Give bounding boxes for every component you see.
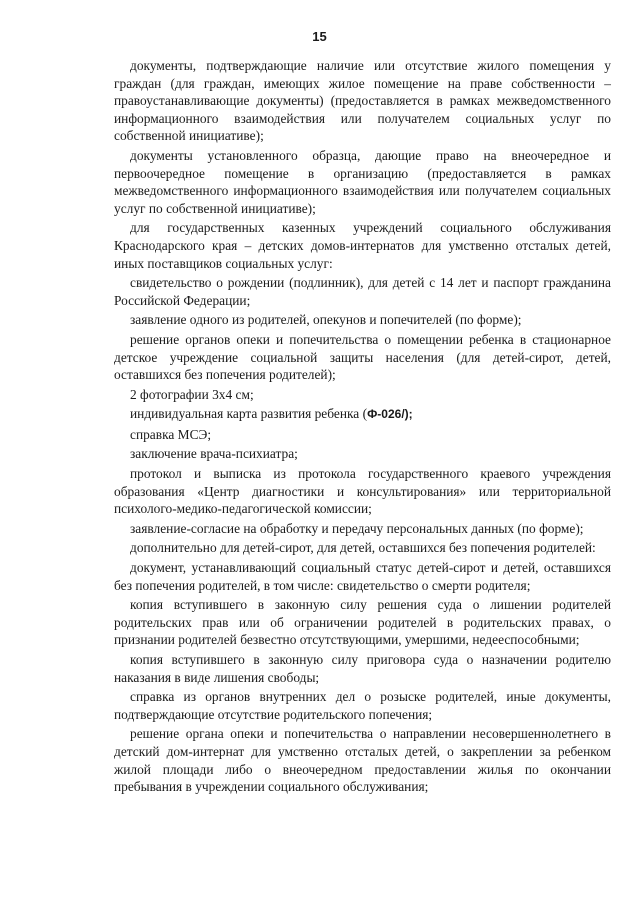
paragraph: 2 фотографии 3х4 см; [130, 386, 254, 402]
paragraph: дополнительно для детей-сирот, для детей, оставшихся без попечения родителей: [130, 540, 596, 556]
paragraph: решение органа опеки и попечительства о направлении несовершеннолетнего в детский дом-интернат для умственно отсталых детей, о закреплении за ребенком жилой площади либо о внеочередном предоставлении жилья по окончании пребывания в учреждении социального обслуживания; [114, 726, 611, 795]
paragraph: документ, устанавливающий социальный статус детей-сирот и детей, оставшихся без попечения родителей, в том числе: свидетельство о смерти родителя; [114, 560, 611, 593]
paragraph: справка из органов внутренних дел о розыске родителей, иные документы, подтверждающие отсутствие родительского попечения; [114, 689, 611, 722]
paragraph: документы установленного образца, дающие право на внеочередное и первоочередное помещение в организацию (предоставляется в рамках межведомственного информационного взаимодействия или получателем социальных услуг по собственной инициативе); [114, 147, 611, 216]
paragraph: документы, подтверждающие наличие или отсутствие жилого помещения у граждан (для граждан, имеющих жилое помещение на праве собственности – правоустанавливающие документы) (предоставляется в рамках межведомственного информационного взаимодействия или получателем социальных услуг по собственной инициативе); [114, 58, 611, 144]
paragraph: копия вступившего в законную силу приговора суда о назначении родителю наказания в виде лишения свободы; [114, 652, 611, 685]
page-number: 15 [312, 29, 327, 44]
paragraph: заявление одного из родителей, опекунов и попечителей (по форме); [130, 312, 522, 328]
paragraph: решение органов опеки и попечительства о помещении ребенка в стационарное детское учреждение социальной защиты населения (для детей-сирот, детей, оставшихся без попечения родителей); [114, 331, 611, 383]
paragraph: копия вступившего в законную силу решения суда о лишении родителей родительских прав или об ограничении родителей в родительских правах, о признании родителей безвестно отсутствующими, умершими, недееспособными; [114, 597, 611, 648]
paragraph: заявление-согласие на обработку и передачу персональных данных (по форме); [130, 520, 584, 536]
paragraph [114, 405, 611, 424]
paragraph: справка МСЭ; [130, 426, 212, 442]
paragraph: для государственных казенных учреждений социального обслуживания Краснодарского края – детских домов-интернатов для умственно отсталых детей, иных поставщиков социальных услуг: [114, 220, 611, 271]
paragraph-text: индивидуальная карта развития ребенка ( [130, 406, 368, 422]
form-code: Ф-026/); [367, 407, 413, 422]
paragraph: протокол и выписка из протокола государственного краевого учреждения образования «Центр диагностики и консультирования» или территориальной психолого-медико-педагогической комиссии; [114, 466, 611, 517]
paragraph: свидетельство о рождении (подлинник), для детей с 14 лет и паспорт гражданина Российской Федерации; [114, 275, 611, 308]
document-body [114, 57, 611, 796]
paragraph: заключение врача-психиатра; [130, 446, 298, 462]
